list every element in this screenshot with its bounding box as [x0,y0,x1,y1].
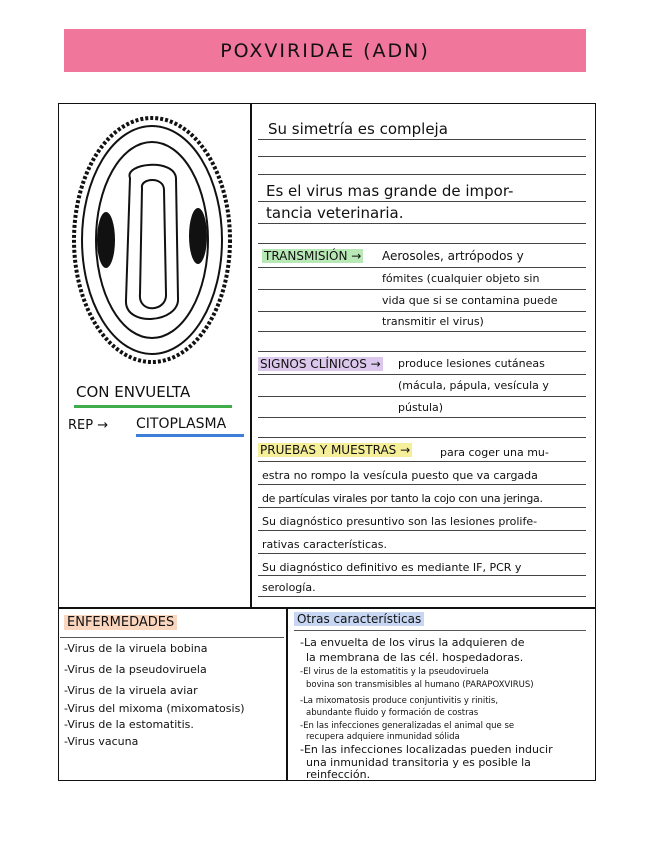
disease-item: -Virus vacuna [64,735,139,748]
ruled-line [258,484,586,485]
clinical-signs-line3: pústula) [398,401,444,414]
other-line11: reinfección. [306,768,371,781]
ruled-line [258,507,586,508]
transmission-label: TRANSMISIÓN → [264,249,362,263]
transmission-line2: fómites (cualquier objeto sin [382,272,540,285]
other-line7: -En las infecciones generalizadas el animal que se [300,721,515,731]
other-line5: -La mixomatosis produce conjuntivitis y rinitis, [300,696,499,706]
ruled-line [258,417,586,418]
ruled-line [258,351,586,352]
size-text-line2: tancia veterinaria. [266,204,404,222]
bottom-column-divider [286,607,288,781]
other-line3: -El virus de la estomatitis y la pseudoviruela [300,667,489,677]
column-divider [250,103,252,608]
tests-line1: para coger una mu- [440,446,549,459]
replication-prefix: REP → [68,418,109,433]
ruled-line [258,174,586,175]
tests-line6: Su diagnóstico definitivo es mediante IF, PCR y [262,561,522,574]
tests-line2: estra no rompo la vesícula puesto que va cargada [262,469,538,482]
page-title: POXVIRIDAE (ADN) [220,39,430,62]
other-line10: una inmunidad transitoria y es posible la [306,756,531,769]
transmission-line3: vida que si se contamina puede [382,294,558,307]
ruled-line [258,311,586,312]
clinical-signs-line2: (mácula, pápula, vesícula y [398,379,549,392]
tests-line4: Su diagnóstico presuntivo son las lesiones prolife- [262,515,538,528]
ruled-line [258,156,586,157]
title-banner [64,29,586,72]
ruled-line [258,267,586,268]
transmission-line4: transmitir el virus) [382,315,484,328]
disease-item: -Virus de la estomatitis. [64,718,194,731]
replication-site: CITOPLASMA [136,416,227,432]
ruled-line [258,396,586,397]
other-line4: bovina son transmisibles al humano (PARAPOXVIRUS) [306,680,534,690]
symmetry-text: Su simetría es compleja [268,120,448,138]
tests-label: PRUEBAS Y MUESTRAS → [260,443,411,457]
ruled-line [258,374,586,375]
disease-item: -Virus de la pseudoviruela [64,663,207,676]
transmission-line1: Aerosoles, artrópodos y [382,249,524,263]
clinical-signs-label: SIGNOS CLÍNICOS → [260,357,381,371]
ruled-line [258,289,586,290]
ruled-line [294,630,586,631]
ruled-line [258,243,586,244]
clinical-signs-line1: produce lesiones cutáneas [398,357,545,370]
poxvirus-virion-drawing [64,108,240,373]
ruled-line [258,575,586,576]
ruled-line [258,596,586,597]
disease-item: -Virus de la viruela bobina [64,642,208,655]
replication-underline [136,434,244,437]
other-line8: recupera adquiere inmunidad sólida [306,732,460,742]
ruled-line [60,637,284,638]
other-line2: la membrana de las cél. hospedadoras. [306,651,524,664]
tests-line7: serología. [262,581,316,594]
other-line9: -En las infecciones localizadas pueden inducir [300,743,553,756]
other-line1: -La envuelta de los virus la adquieren de [300,636,525,649]
ruled-line [258,201,586,202]
other-line6: abundante fluido y formación de costras [306,708,479,718]
ruled-line [258,223,586,224]
ruled-line [258,139,586,140]
envelope-label: CON ENVUELTA [76,383,191,401]
tests-line3: de partículas virales por tanto la cojo con una jeringa. [262,492,543,505]
ruled-line [258,553,586,554]
disease-item: -Virus de la viruela aviar [64,684,198,697]
ruled-line [258,530,586,531]
section-divider [58,607,596,609]
ruled-line [258,437,586,438]
other-features-heading: Otras características [294,612,424,626]
diseases-heading: ENFERMEDADES [64,615,177,630]
ruled-line [258,331,586,332]
tests-line5: rativas características. [262,538,387,551]
size-text-line1: Es el virus mas grande de impor- [266,182,514,200]
envelope-underline [74,405,232,408]
disease-item: -Virus del mixoma (mixomatosis) [64,702,245,715]
ruled-line [258,461,586,462]
